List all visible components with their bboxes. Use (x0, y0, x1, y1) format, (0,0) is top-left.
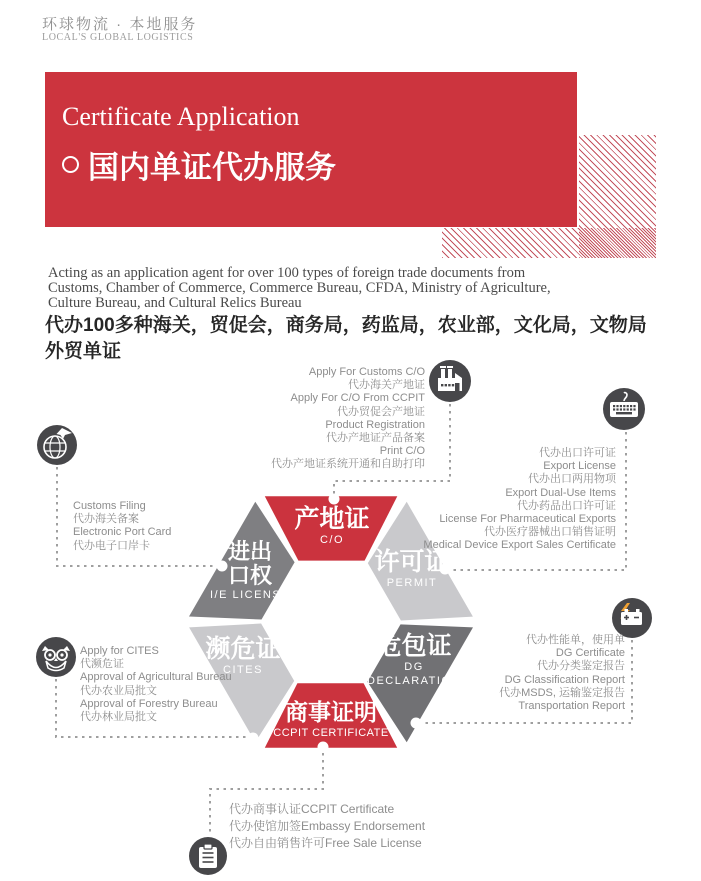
segment-label-en: I/E LICENSE (209, 589, 291, 601)
list-line: DG Certificate (555, 647, 625, 660)
segment-label-en: PERMIT (386, 577, 438, 589)
list-line: Export Dual-Use Items (505, 486, 616, 499)
list-line: License For Pharmaceutical Exports (439, 513, 616, 526)
list-line: 代办出口许可证 (539, 447, 616, 459)
segment-label-zh: 口权 (227, 563, 272, 588)
list-line: 代办电子口岸卡 (73, 539, 150, 552)
list-line: 代办药品出口许可证 (517, 499, 616, 512)
list-line: 代办海关产地证 (348, 379, 425, 392)
list-line: 代办自由销售许可Free Sale License (229, 836, 422, 850)
intro-en-line: Customs, Chamber of Commerce, Commerce Bureau, CFDA, Ministry of Agriculture, (48, 280, 551, 296)
list-line: 代办出口两用物项 (528, 473, 616, 486)
segment-label-en: CCPIT CERTIFICATE (273, 727, 389, 739)
list-line: 代办产地证产品备案 (326, 432, 425, 445)
banner-title-zh-text: 国内单证代办服务 (88, 150, 336, 185)
list-line: 代办贸促会产地证 (337, 405, 425, 418)
list-line: Customs Filing (73, 500, 146, 512)
segment-label-zh: 危包证 (376, 632, 452, 660)
factory-icon (429, 360, 471, 402)
segment-label-en: DG (404, 661, 424, 673)
list-line: Medical Device Export Sales Certificate (423, 539, 616, 552)
intro-en-line: Acting as an application agent for over 100 types of foreign trade documents from (48, 265, 526, 281)
list-line: 代办林业局批文 (80, 711, 157, 724)
cites-list (80, 645, 232, 724)
segment-label-en: CITES (223, 664, 263, 676)
list-line: DG Classification Report (504, 673, 625, 686)
list-line: 代办MSDS, 运输鉴定报告 (499, 686, 625, 699)
list-line: 代办海关备案 (73, 513, 139, 526)
ccpit-list (229, 801, 425, 852)
segment-label-zh: 进出 (227, 539, 272, 564)
intro-zh-line: 代办100多种海关，贸促会，商务局，药监局，农业部，文化局，文物局 (45, 315, 647, 336)
dot-dg (411, 718, 422, 729)
list-line: 代办分类鉴定报告 (537, 660, 625, 673)
dg-list (499, 634, 625, 713)
list-line: 代办性能单，使用单 (526, 634, 625, 646)
segment-label-zh: 产地证 (294, 505, 370, 533)
list-line: Apply For Customs C/O (308, 366, 425, 378)
list-line: Transportation Report (518, 700, 625, 713)
permit-list (423, 447, 616, 553)
segment-label-ie (190, 540, 310, 602)
battery-icon (612, 598, 652, 638)
list-line: Approval of Agricultural Bureau (80, 671, 232, 684)
keyboard-icon (603, 388, 645, 430)
logo-title: 环球物流 · 本地服务 (42, 16, 198, 33)
list-line: Export License (543, 460, 616, 473)
segment-label-en: C/O (319, 534, 345, 546)
list-line: Approval of Forestry Bureau (80, 697, 218, 710)
dot-ccpit (318, 742, 329, 753)
list-line: 代办产地证系统开通和自助打印 (271, 458, 425, 471)
intro-en-line: Culture Bureau, and Cultural Relics Bureau (48, 295, 302, 311)
segment-label-zh: 许可证 (374, 548, 450, 576)
list-line: Apply For C/O From CCPIT (290, 392, 425, 405)
intro-zh-line: 外贸单证 (45, 341, 122, 362)
owl-icon (36, 637, 76, 677)
logo-subtitle: LOCAL'S GLOBAL LOGISTICS (42, 32, 194, 43)
list-line: 代办商事认证CCPIT Certificate (229, 802, 395, 816)
co-list (271, 366, 425, 472)
banner-title-en: Certificate Application (62, 102, 300, 131)
list-line: 代办农业局批文 (80, 684, 157, 697)
list-line: Electronic Port Card (73, 526, 172, 539)
segment-label-zh: 濒危证 (205, 635, 281, 663)
globe-plane-icon (37, 425, 77, 465)
segment-label-permit (352, 549, 472, 590)
segment-label-dg (354, 633, 474, 688)
segment-label-ccpit (256, 699, 406, 740)
list-line: 代办医疗器械出口销售证明 (484, 526, 616, 539)
list-line: 代濒危证 (80, 658, 124, 671)
list-line: 代办使馆加签Embassy Endorsement (229, 819, 426, 833)
segment-label-en: DECLARATION (367, 675, 461, 687)
segment-label-zh: 商事证明 (285, 699, 377, 725)
list-line: Print C/O (379, 445, 425, 458)
ie-list (73, 500, 171, 553)
clipboard-icon (189, 837, 227, 875)
dot-co (329, 494, 340, 505)
list-line: Product Registration (325, 418, 425, 431)
list-line: Apply for CITES (80, 645, 159, 657)
